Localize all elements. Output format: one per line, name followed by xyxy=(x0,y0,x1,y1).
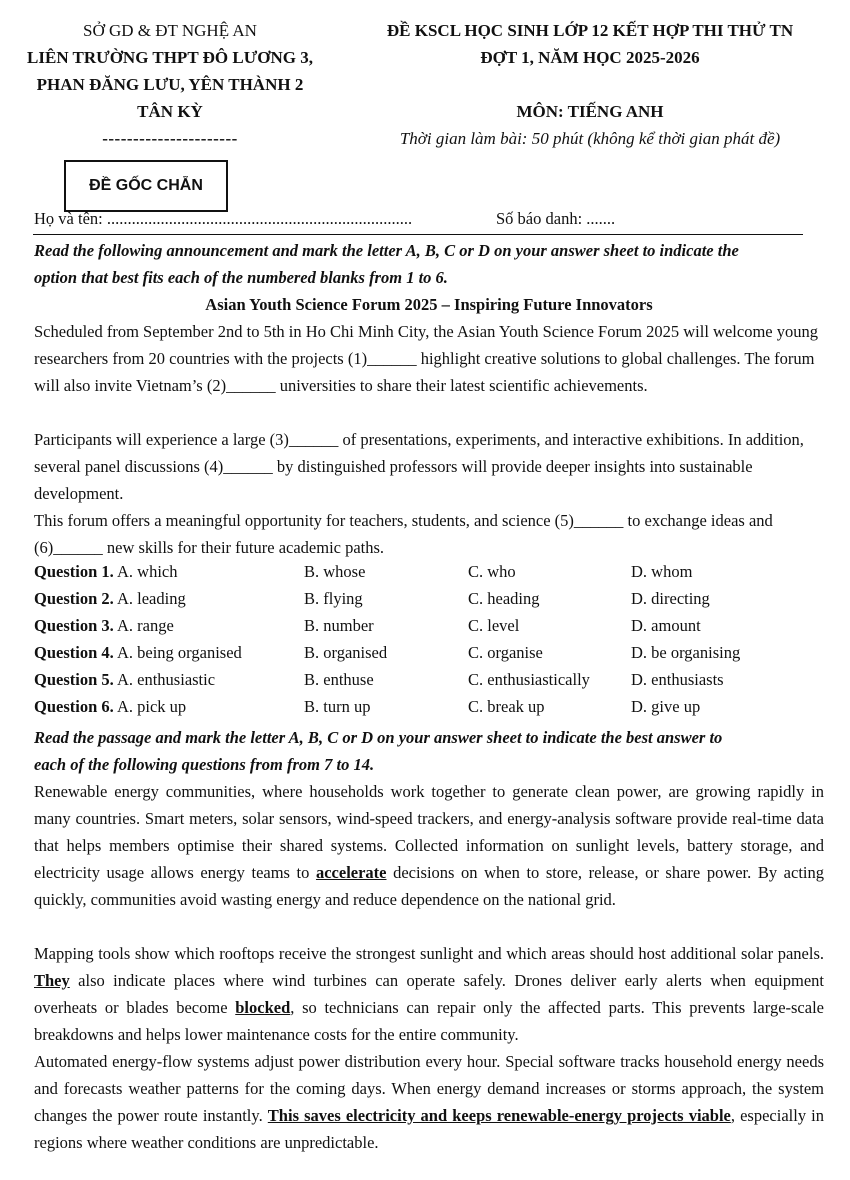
question-label: Question 3. xyxy=(34,616,114,635)
question-label: Question 1. xyxy=(34,562,114,581)
option-c[interactable]: C. organise xyxy=(468,643,543,662)
option-d[interactable]: D. enthusiasts xyxy=(631,670,724,689)
option-b[interactable]: B. number xyxy=(304,616,374,635)
subject: MÔN: TIẾNG ANH xyxy=(516,102,664,121)
option-d[interactable]: D. give up xyxy=(631,697,701,716)
question-label: Question 4. xyxy=(34,643,114,662)
option-c[interactable]: C. break up xyxy=(468,697,545,716)
option-a[interactable]: A. range xyxy=(116,616,174,635)
name-field: Họ và tên: .......................................................................... xyxy=(34,209,413,228)
header-left xyxy=(0,17,340,152)
passage-text: Automated energy-flow systems adjust power distribution every hour. Special software tracks household energy needs and forecasts weather patterns for the coming days. When energy demand increases or storms approach, the system changes the power route instantly. xyxy=(34,1052,824,1125)
header-divider: ---------------------- xyxy=(102,129,238,148)
option-a[interactable]: A. pick up xyxy=(116,697,187,716)
option-c[interactable]: C. level xyxy=(468,616,520,635)
option-c[interactable]: C. who xyxy=(468,562,516,581)
announcement-paragraph-1: Scheduled from September 2nd to 5th in Ho Chi Minh City, the Asian Youth Science Forum 2025 will welcome young researchers from 20 countries with the projects (1)______ highlight creative solutions to global challenges. The forum will also invite Vietnam’s (2)______ universities to share their latest scientific achievements. xyxy=(34,322,818,395)
option-b[interactable]: B. enthuse xyxy=(304,670,374,689)
question-row-3 xyxy=(34,616,824,643)
option-d[interactable]: D. be organising xyxy=(631,643,741,662)
question-label: Question 6. xyxy=(34,697,114,716)
announcement-title: Asian Youth Science Forum 2025 – Inspiring Future Innovators xyxy=(205,295,653,314)
section1-instruction-line1: Read the following announcement and mark the letter A, B, C or D on your answer sheet to indicate the xyxy=(34,241,739,260)
passage-paragraph-1 xyxy=(34,778,824,913)
option-b[interactable]: B. flying xyxy=(304,589,363,608)
passage-paragraph-3 xyxy=(34,1048,824,1156)
option-a[interactable]: A. being organised xyxy=(116,643,242,662)
passage-text: decisions on when to store, release, or share power. By acting quickly, communities avoid wasting energy and reduce dependence on the national grid. xyxy=(34,863,824,909)
section1-instruction-line2: option that best fits each of the numbered blanks from 1 to 6. xyxy=(34,268,448,287)
exam-code-box: ĐỀ GỐC CHẴN xyxy=(64,160,228,212)
department-name: SỞ GD & ĐT NGHỆ AN xyxy=(83,21,257,40)
question-row-1 xyxy=(34,562,824,589)
option-b[interactable]: B. organised xyxy=(304,643,388,662)
question-row-6 xyxy=(34,697,824,724)
option-d[interactable]: D. directing xyxy=(631,589,710,608)
option-a[interactable]: A. enthusiastic xyxy=(116,670,216,689)
section2-instruction-line1: Read the passage and mark the letter A, B, C or D on your answer sheet to indicate the best answer to xyxy=(34,728,723,747)
option-c[interactable]: C. heading xyxy=(468,589,540,608)
passage-text: , especially in regions where weather conditions are unpredictable. xyxy=(34,1106,824,1152)
school-name-line2: PHAN ĐĂNG LƯU, YÊN THÀNH 2 xyxy=(36,75,304,94)
option-c[interactable]: C. enthusiastically xyxy=(468,670,590,689)
header-right xyxy=(330,17,850,152)
underlined-word-blocked: blocked xyxy=(235,998,291,1017)
passage-paragraph-2 xyxy=(34,940,824,1048)
duration: Thời gian làm bài: 50 phút (không kể thời gian phát đề) xyxy=(399,129,781,148)
passage-text: Mapping tools show which rooftops receive the strongest sunlight and which areas should host additional solar panels. xyxy=(34,944,824,963)
section2-instruction xyxy=(34,724,824,778)
underlined-sentence: This saves electricity and keeps renewable-energy projects viable xyxy=(267,1106,731,1125)
underlined-word-accelerate: accelerate xyxy=(315,863,387,882)
announcement-paragraph-3: This forum offers a meaningful opportunity for teachers, students, and science (5)______ to exchange ideas and (6)______ new skills for their future academic paths. xyxy=(34,511,773,557)
school-name-line1: LIÊN TRƯỜNG THPT ĐÔ LƯƠNG 3, xyxy=(27,48,313,67)
passage-text: Renewable energy communities, where households work together to generate clean power, are growing rapidly in many countries. Smart meters, solar sensors, wind-speed trackers, and energy-analysis software provide real-time data that helps members optimise their shared systems. Collected information on sunlight levels, battery storage, and electricity usage allows energy teams to xyxy=(34,782,824,882)
passage-text: , so technicians can repair only the affected parts. This prevents large-scale breakdowns and helps lower maintenance costs for the entire community. xyxy=(34,998,824,1044)
question-label: Question 5. xyxy=(34,670,114,689)
school-name-line3: TÂN KỲ xyxy=(137,102,203,121)
header-rule xyxy=(33,234,803,235)
section1-instruction xyxy=(34,237,824,291)
option-d[interactable]: D. amount xyxy=(631,616,701,635)
section2-instruction-line2: each of the following questions from from 7 to 14. xyxy=(34,755,375,774)
option-a[interactable]: A. leading xyxy=(116,589,186,608)
candidate-id-field: Số báo danh: ....... xyxy=(496,209,616,228)
question-label: Question 2. xyxy=(34,589,114,608)
question-row-4 xyxy=(34,643,824,670)
passage-text: also indicate places where wind turbines can operate safely. Drones deliver early alerts when equipment overheats or blades become xyxy=(34,971,824,1017)
exam-title-line2: ĐỢT 1, NĂM HỌC 2025-2026 xyxy=(480,48,700,67)
exam-title-line1: ĐỀ KSCL HỌC SINH LỚP 12 KẾT HỢP THI THỬ TN xyxy=(386,21,794,40)
question-row-5 xyxy=(34,670,824,697)
underlined-word-they: They xyxy=(34,971,70,990)
option-b[interactable]: B. turn up xyxy=(304,697,371,716)
announcement-paragraph-2: Participants will experience a large (3)______ of presentations, experiments, and interactive exhibitions. In addition, several panel discussions (4)______ by distinguished professors will provide deeper insights into sustainable development. xyxy=(34,430,804,503)
option-a[interactable]: A. which xyxy=(116,562,178,581)
option-d[interactable]: D. whom xyxy=(631,562,693,581)
option-b[interactable]: B. whose xyxy=(304,562,366,581)
question-row-2 xyxy=(34,589,824,616)
